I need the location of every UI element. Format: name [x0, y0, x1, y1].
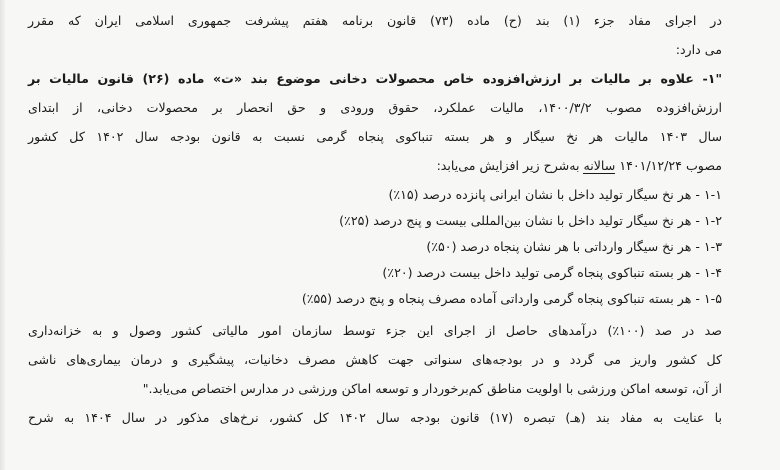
paragraph1-line-1: "۱- علاوه بر مالیات بر ارزش‌افزوده خاص محصولات دخانی موضوع بند «ت» ماده (۲۶) قانون مالیات بر [28, 71, 722, 86]
paragraph2-line-3: از آن، توسعه اماکن ورزشی با اولویت مناطق کم‌برخوردار و توسعه اماکن ورزشی در مدارس اختصاص می‌یابد." [142, 381, 722, 396]
page-edge-shadow [0, 0, 6, 470]
paragraph2-line-2: کل کشور واریز می گردد و در بودجه‌های سنواتی جهت کاهش مصرف دخانیات، پیشگیری و درمان بیماری‌های ناشی [28, 352, 722, 367]
paragraph1-line-4 [437, 160, 722, 173]
item-1-4: ۱-۴ - هر بسته تنباکوی پنجاه گرمی تولید داخل بیست درصد (۲۰٪) [382, 265, 722, 280]
paragraph3-line-1: با عنایت به مفاد بند (هـ) تبصره (۱۷) قانون بودجه سال ۱۴۰۲ کل کشور، نرخ‌های مذکور در سال ۱۴۰۴ به شرح [28, 410, 722, 425]
paragraph2-line-1: صد در صد (۱۰۰٪) درآمدهای حاصل از اجرای این جزء توسط سازمان امور مالیاتی کشور وصول و به خزانه‌داری [28, 323, 722, 338]
underlined-annual-word: سالانه [583, 158, 616, 173]
item-1-1: ۱-۱ - هر نخ سیگار تولید داخل با نشان ایرانی پانزده درصد (۱۵٪) [388, 187, 722, 202]
intro-line-1: در اجرای مفاد جزء (۱) بند (ح) ماده (۷۳) قانون برنامه هفتم پیشرفت جمهوری اسلامی ایران که مقرر [28, 13, 722, 28]
item-1-3: ۱-۳ - هر نخ سیگار وارداتی با هر نشان پنجاه درصد (۵۰٪) [426, 239, 722, 254]
intro-line-2: می دارد: [675, 42, 722, 57]
paragraph1-line-2: ارزش‌افزوده مصوب ۱۴۰۰/۳/۲، مالیات عملکرد، حقوق ورودی و حق انحصار بر محصولات دخانی، از ابتدای [28, 100, 722, 115]
increase-intro-text: به‌شرح زیر افزایش می‌یابد: [436, 158, 580, 173]
paragraph1-line-3: سال ۱۴۰۳ مالیات هر نخ سیگار و هر بسته تنباکوی پنجاه گرمی نسبت به قانون بودجه سال ۱۴۰۲ کل کشور [28, 129, 723, 144]
approval-date-text: مصوب ۱۴۰۱/۱۲/۲۴ [619, 158, 722, 173]
item-1-5: ۱-۵ - هر بسته تنباکوی پنجاه گرمی وارداتی آماده مصرف پنجاه و پنج درصد (۵۵٪) [301, 291, 722, 306]
item-1-2: ۱-۲ - هر نخ سیگار تولید داخل با نشان بین‌المللی بیست و پنج درصد (۲۵٪) [339, 213, 722, 228]
